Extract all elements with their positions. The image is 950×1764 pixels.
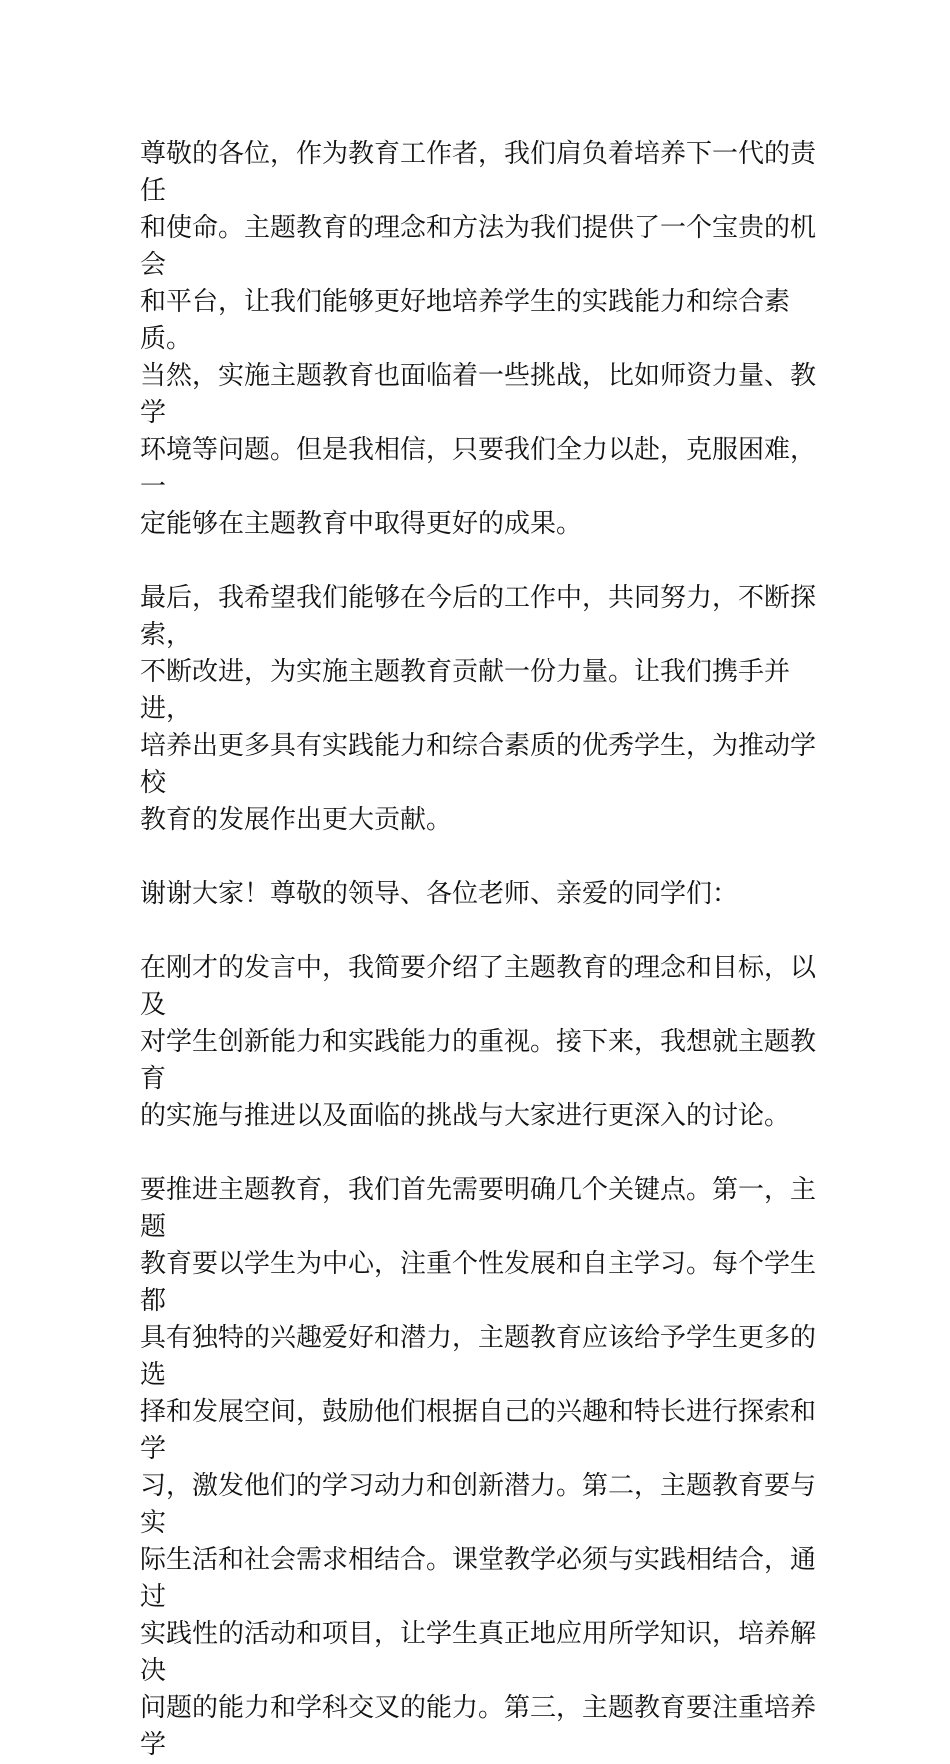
paragraph-1: 尊敬的各位，作为教育工作者，我们肩负着培养下一代的责任 和使命。主题教育的理念和方法为我们提供了一个宝贵的机会 和平台，让我们能够更好地培养学生的实践能力和综合素质。 当然，实施主题教育也面临着一些挑战，比如师资力量、教学 环境等问题。但是我相信，只要我们全力以赴，克服困难，一 定能够在主题教育中取得更好的成果。: [140, 139, 817, 539]
document-body: [140, 136, 830, 1764]
paragraph-4: 在刚才的发言中，我简要介绍了主题教育的理念和目标，以及 对学生创新能力和实践能力的重视。接下来，我想就主题教育 的实施与推进以及面临的挑战与大家进行更深入的讨论。: [140, 953, 817, 1131]
paragraph-2: 最后，我希望我们能够在今后的工作中，共同努力，不断探索， 不断改进，为实施主题教育贡献一份力量。让我们携手并进， 培养出更多具有实践能力和综合素质的优秀学生，为推动学校 教育的发展作出更大贡献。: [140, 583, 817, 835]
paragraph-5: 要推进主题教育，我们首先需要明确几个关键点。第一，主题 教育要以学生为中心，注重个性发展和自主学习。每个学生都 具有独特的兴趣爱好和潜力，主题教育应该给予学生更多的选 择和发展空间，鼓励他们根据自己的兴趣和特长进行探索和学 习，激发他们的学习动力和创新潜力。第二，主题教育要与实 际生活和社会需求相结合。课堂教学必须与实践相结合，通过 实践性的活动和项目，让学生真正地应用所学知识，培养解决 问题的能力和学科交叉的能力。第三，主题教育要注重培养学: [140, 1175, 817, 1760]
paragraph-3: 谢谢大家！尊敬的领导、各位老师、亲爱的同学们：: [140, 879, 739, 909]
